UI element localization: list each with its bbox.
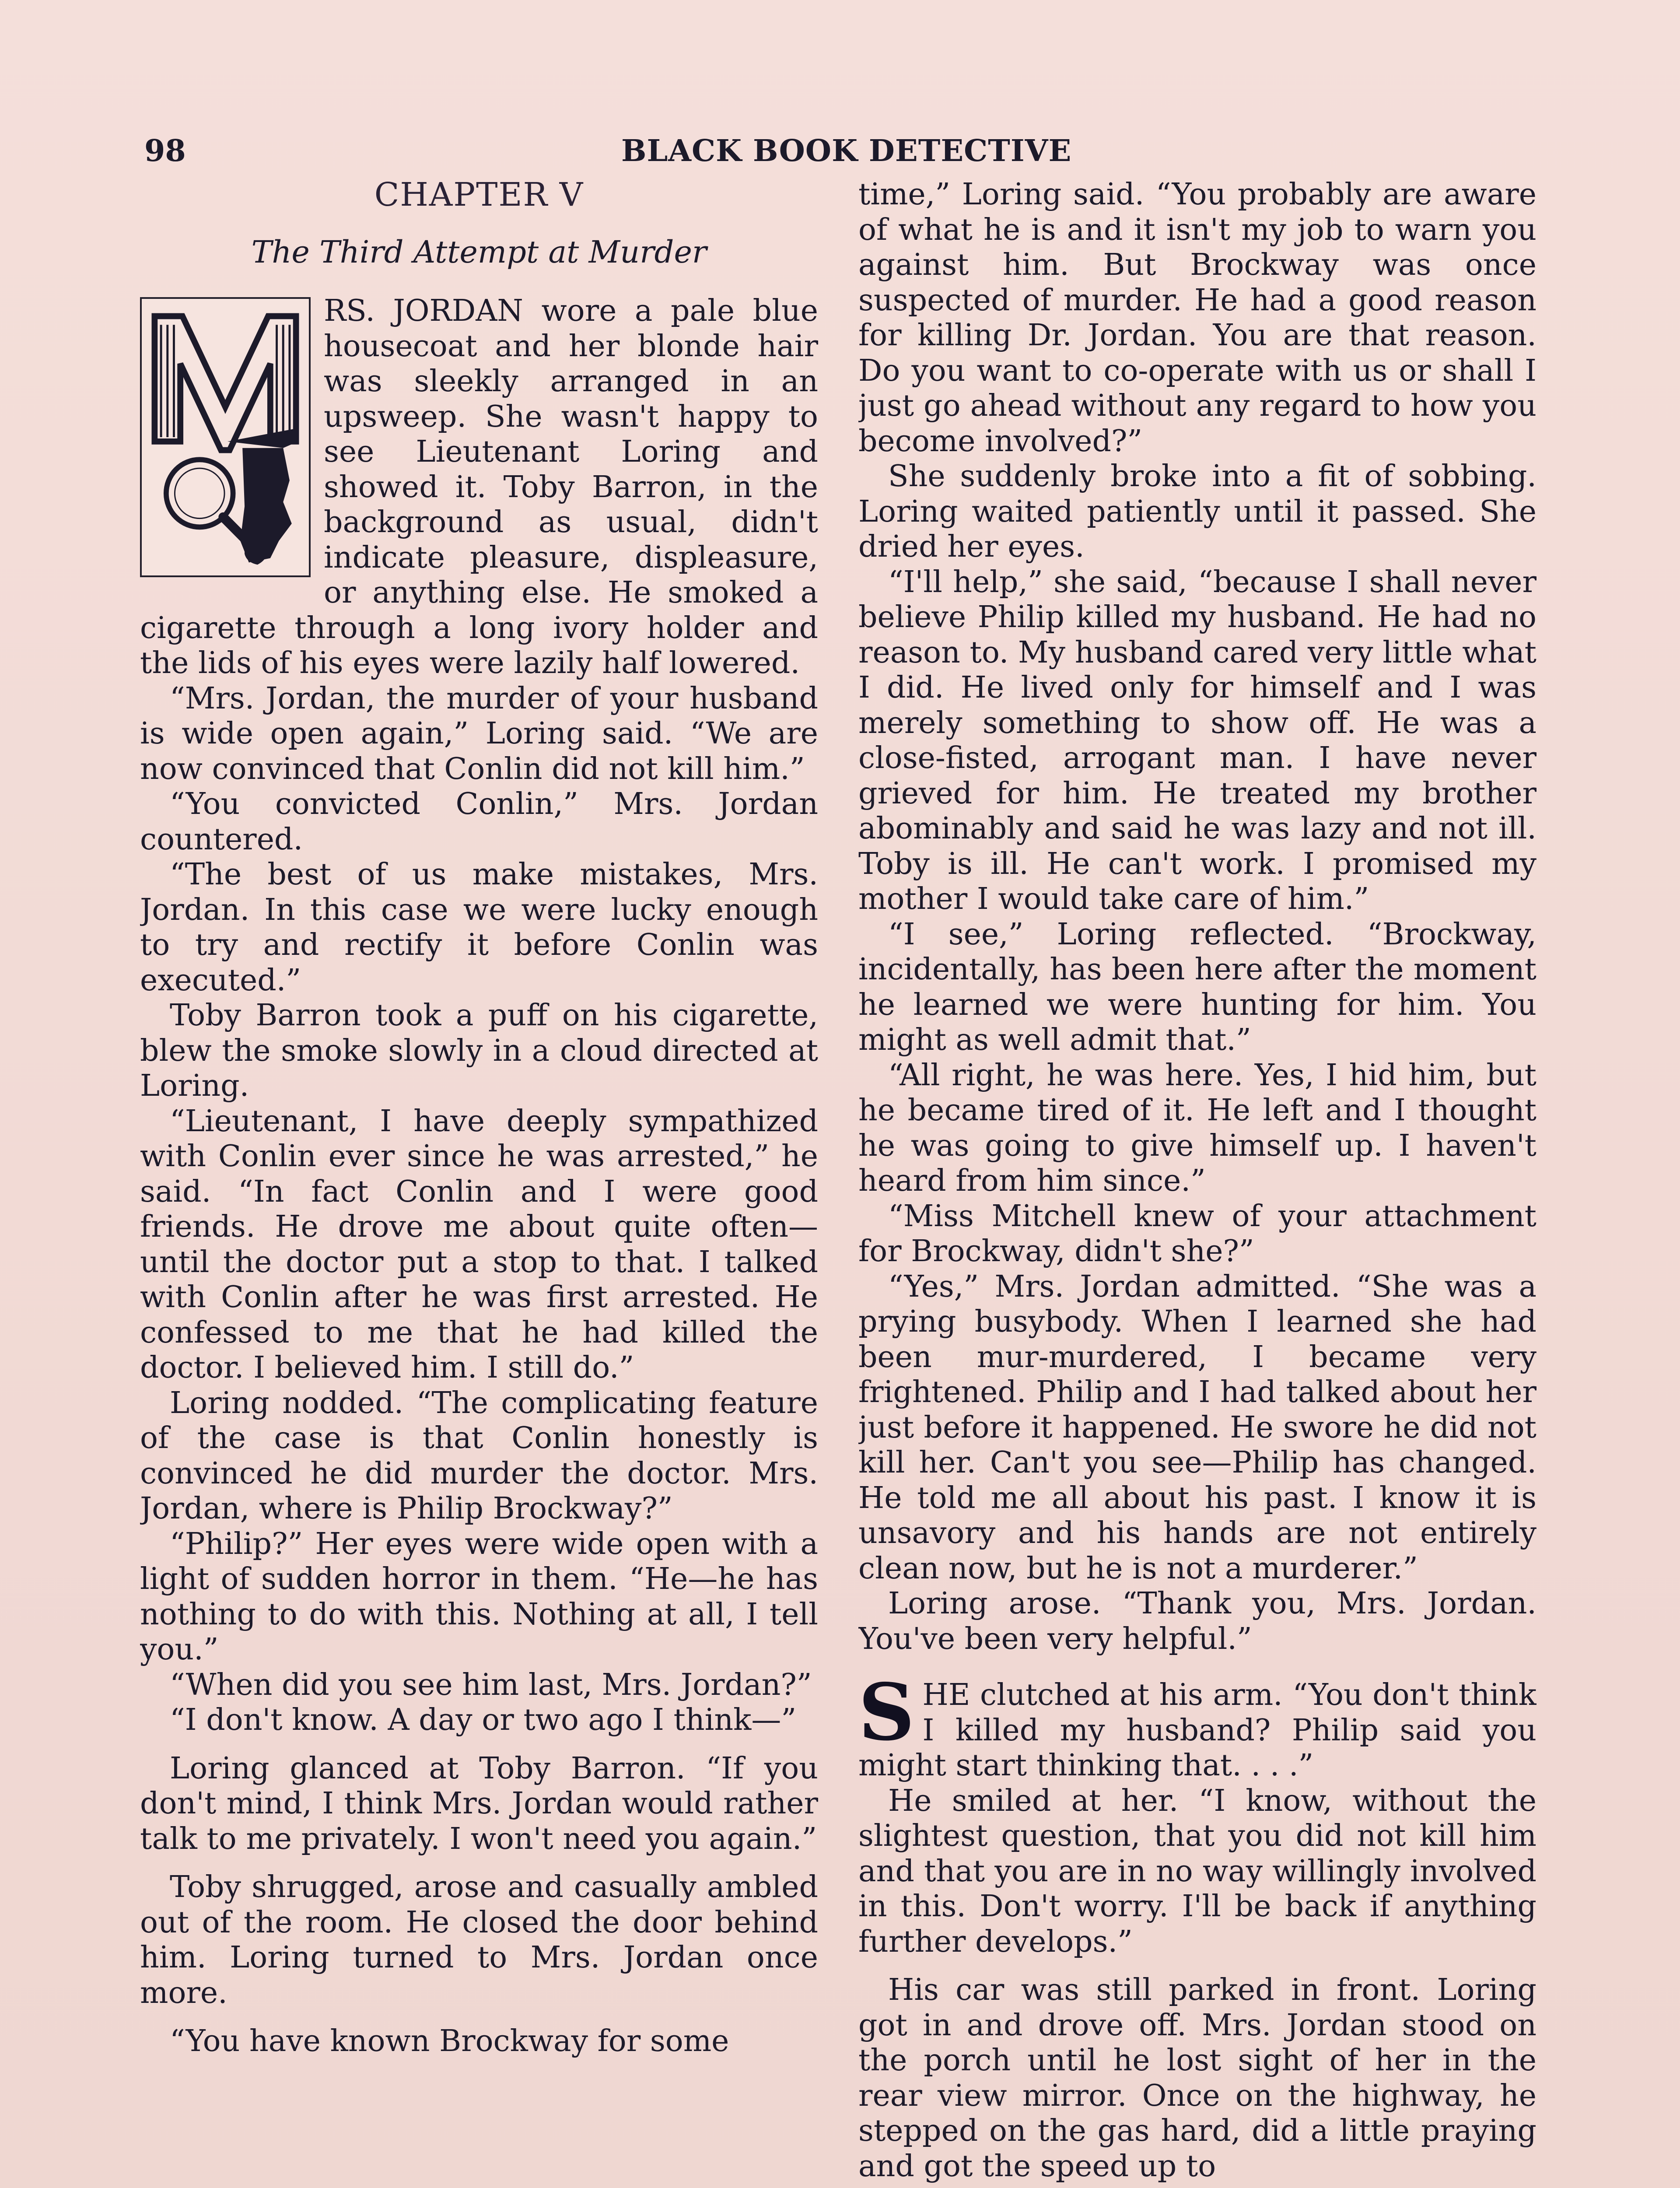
left-column [140, 177, 818, 2188]
paragraph: Loring glanced at Toby Barron. “If you don't mind, I think Mrs. Jordan would rather talk to me privately. I won't need you again.” [140, 1751, 818, 1856]
paragraph: “Philip?” Her eyes were wide open with a light of sudden horror in them. “He—he has nothing to do with this. Nothing at all, I tell you.” [140, 1526, 818, 1667]
paragraph: “You convicted Conlin,” Mrs. Jordan countered. [140, 787, 818, 857]
right-column [858, 177, 1536, 2188]
running-title: BLACK BOOK DETECTIVE [621, 133, 1072, 168]
paragraph: “When did you see him last, Mrs. Jordan?” [170, 1667, 812, 1702]
page-header [140, 133, 1540, 177]
paragraph: His car was still parked in front. Loring got in and drove off. Mrs. Jordan stood on the porch until he lost sight of her in the rear view mirror. Once on the highway, he stepped on the gas hard, did a little praying and got the speed up to [858, 1973, 1536, 2184]
section-opening-paragraph [858, 1666, 1536, 1784]
paragraph: “All right, he was here. Yes, I hid him, but he became tired of it. He left and I thought he was going to give himself up. I haven't heard from him since.” [858, 1058, 1536, 1198]
paragraph: Toby shrugged, arose and casually ambled out of the room. He closed the door behind him. Loring turned to Mrs. Jordan once more. [140, 1870, 818, 2010]
paragraph: RS. JORDAN wore a pale blue housecoat and her blonde hair was sleekly arranged in an upsweep. She wasn't happy to see Lieutenant Loring and showed it. Toby Barron, in the background as usual, didn't indicate pleasure, displeasure, or anything else. He smoked a cigarette through a long ivory holder and the lids of his eyes were lazily half lowered. [140, 294, 818, 680]
paragraph: “You have known Brockway for some [170, 2024, 729, 2058]
paragraph: Toby Barron took a puff on his cigarette, blew the smoke slowly in a cloud directed at Loring. [140, 998, 818, 1103]
paragraph: “I see,” Loring reflected. “Brockway, incidentally, has been here after the moment he learned we were hunting for him. You might as well admit that.” [858, 917, 1536, 1057]
page-number: 98 [144, 133, 186, 168]
paragraph: “I don't know. A day or two ago I think—” [170, 1703, 797, 1737]
paragraph: Loring nodded. “The complicating feature of the case is that Conlin honestly is convinced he did murder the doctor. Mrs. Jordan, where is Philip Brockway?” [140, 1385, 818, 1526]
paragraph: “I'll help,” she said, “because I shall never believe Philip killed my husband. He had no reason to. My husband cared very little what I did. He lived only for himself and I was merely something to show off. He was a close-fisted, arrogant man. I have never grieved for him. He treated my brother abominably and said he was lazy and not ill. Toby is ill. He can't work. I promised my mother I would take care of him.” [858, 565, 1536, 916]
chapter-subtitle: The Third Attempt at Murder [251, 234, 707, 270]
paragraph: He smiled at her. “I know, without the slightest question, that you did not kill him and that you are in no way willingly involved in this. Don't worry. I'll be back if anything further develops.” [858, 1783, 1536, 1959]
section-opening-text: HE clutched at his arm. “You don't think I killed my husband? Philip said you might start thinking that. . . .” [858, 1678, 1536, 1783]
section-break [858, 1657, 1536, 1678]
paragraph: “The best of us make mistakes, Mrs. Jordan. In this case we were lucky enough to try and rectify it before Conlin was executed.” [140, 857, 818, 998]
detective-dropcap-icon [140, 297, 311, 577]
paragraph: “Miss Mitchell knew of your attachment for Brockway, didn't she?” [858, 1199, 1536, 1269]
paragraph: “Lieutenant, I have deeply sympathized with Conlin ever since he was arrested,” he said. “In fact Conlin and I were good friends. He drove me about quite often—until the doctor put a stop to that. I talked with Conlin after he was first arrested. He confessed to me that he had killed the doctor. I believed him. I still do.” [140, 1104, 818, 1385]
dropcap-letter: S [858, 1666, 915, 1758]
paragraph: She suddenly broke into a fit of sobbing. Loring waited patiently until it passed. She dried her eyes. [858, 459, 1536, 564]
paragraph: “Yes,” Mrs. Jordan admitted. “She was a prying busybody. When I learned she had been mur-murdered, I became very frightened. Philip and I had talked about her just before it happened. He swore he did not kill her. Can't you see—Philip has changed. He told me all about his past. I know it is unsavory and his hands are not entirely clean now, but he is not a murderer.” [858, 1269, 1536, 1586]
chapter-heading: CHAPTER V [374, 177, 584, 214]
paragraph: time,” Loring said. “You probably are aware of what he is and it isn't my job to warn you against him. But Brockway was once suspected of murder. He had a good reason for killing Dr. Jordan. You are that reason. Do you want to co-operate with us or shall I just go ahead without any regard to how you become involved?” [858, 177, 1536, 459]
paragraph: “Mrs. Jordan, the murder of your husband is wide open again,” Loring said. “We are now convinced that Conlin did not kill him.” [140, 681, 818, 786]
paragraph: Loring arose. “Thank you, Mrs. Jordan. You've been very helpful.” [858, 1586, 1536, 1656]
